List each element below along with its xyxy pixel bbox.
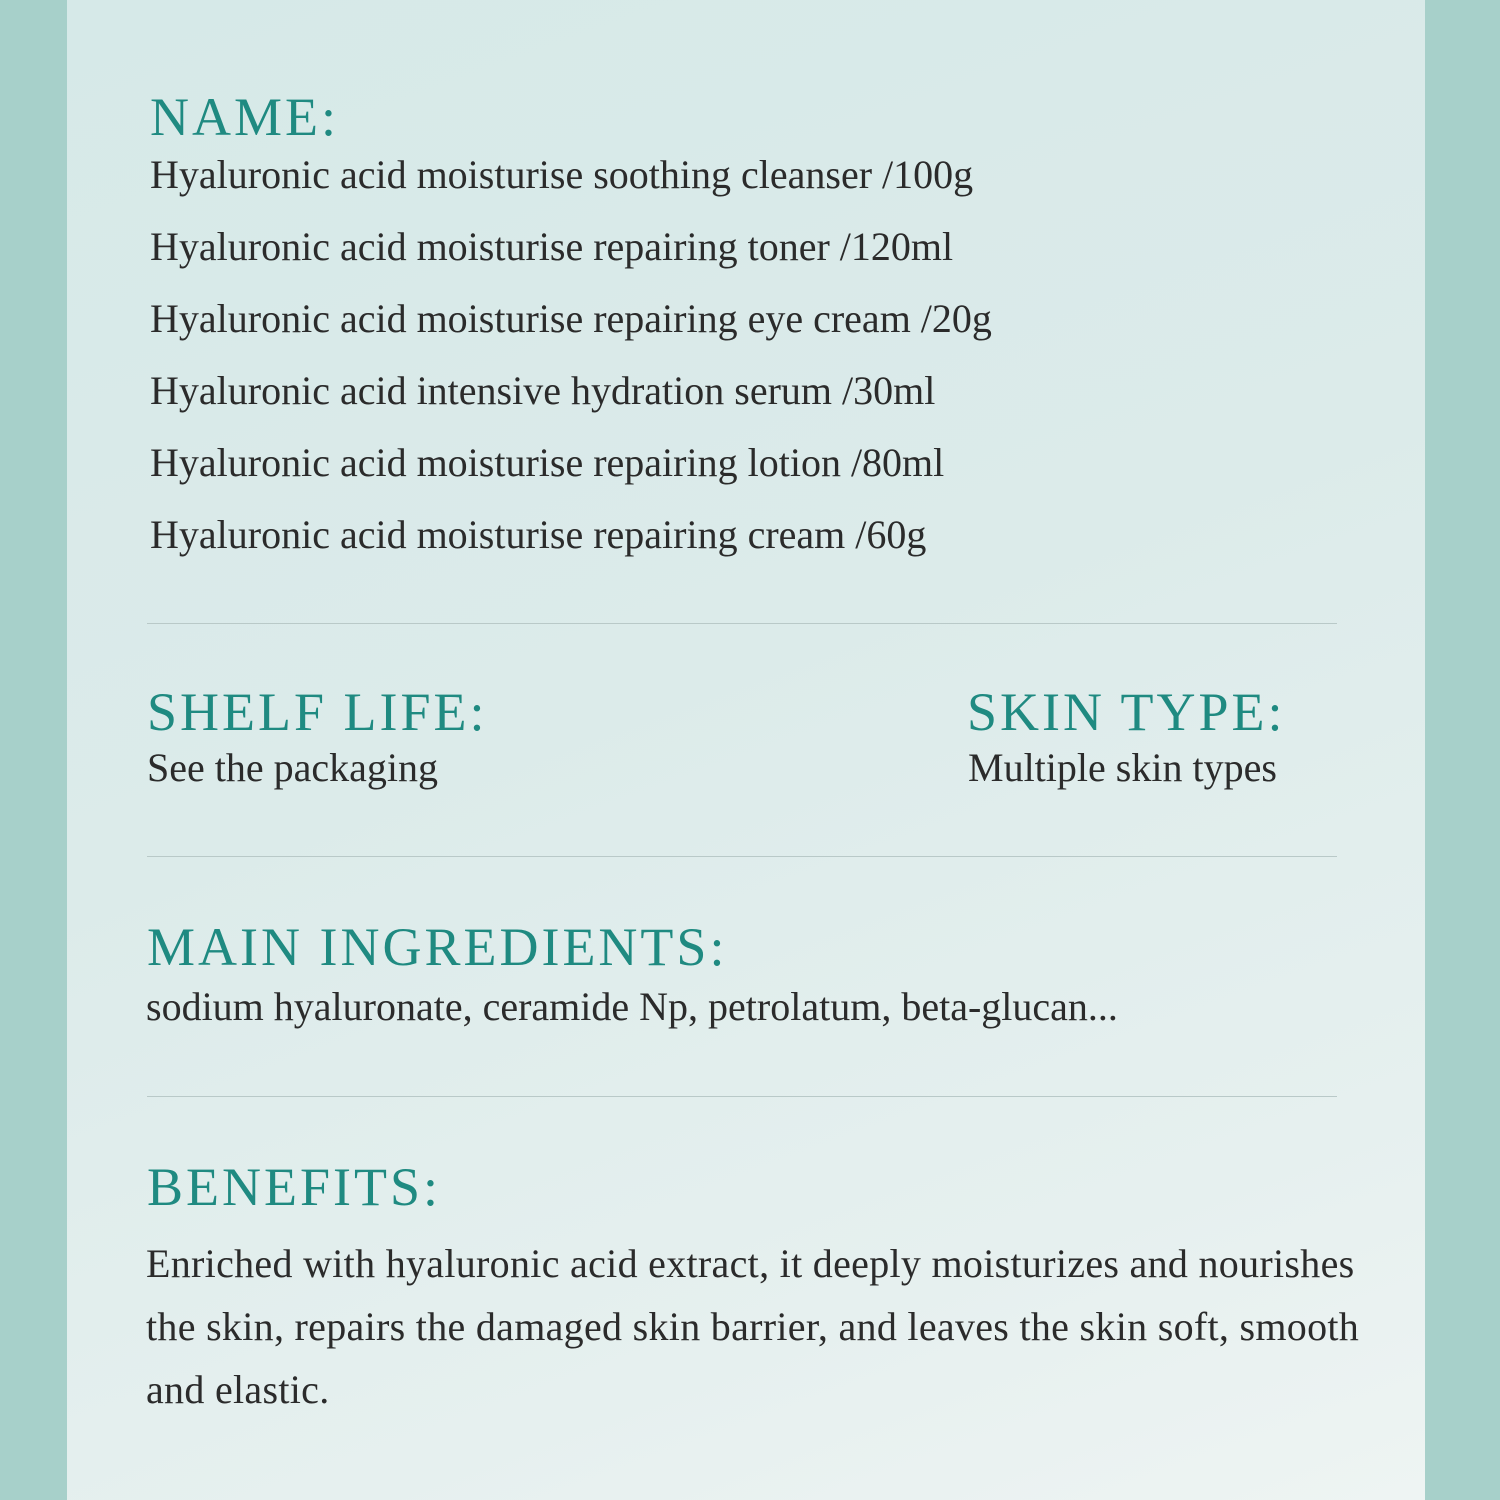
main-ingredients-heading: MAIN INGREDIENTS: bbox=[147, 917, 728, 977]
shelf-life-value: See the packaging bbox=[147, 745, 438, 790]
list-item: Hyaluronic acid moisturise soothing cleanser /100g bbox=[150, 152, 974, 197]
list-item: Hyaluronic acid moisturise repairing lotion /80ml bbox=[150, 440, 945, 485]
product-name-list bbox=[150, 153, 992, 585]
list-item: Hyaluronic acid moisturise repairing eye cream /20g bbox=[150, 296, 992, 341]
list-item: Hyaluronic acid moisturise repairing toner /120ml bbox=[150, 224, 954, 269]
skin-type-heading: SKIN TYPE: bbox=[967, 682, 1286, 742]
benefits-heading: BENEFITS: bbox=[147, 1157, 442, 1217]
section-divider bbox=[147, 856, 1337, 857]
section-divider bbox=[147, 623, 1337, 624]
list-item: Hyaluronic acid moisturise repairing cream /60g bbox=[150, 512, 927, 557]
skin-type-value: Multiple skin types bbox=[968, 745, 1277, 790]
benefits-text: Enriched with hyaluronic acid extract, it deeply moisturizes and nourishes the skin, repairs the damaged skin barrier, and leaves the skin soft, smooth and elastic. bbox=[146, 1241, 1360, 1412]
list-item: Hyaluronic acid intensive hydration serum /30ml bbox=[150, 368, 936, 413]
main-ingredients-value: sodium hyaluronate, ceramide Np, petrolatum, beta-glucan... bbox=[146, 984, 1118, 1029]
section-divider bbox=[147, 1096, 1337, 1097]
name-heading: NAME: bbox=[150, 87, 339, 147]
shelf-life-heading: SHELF LIFE: bbox=[147, 682, 488, 742]
